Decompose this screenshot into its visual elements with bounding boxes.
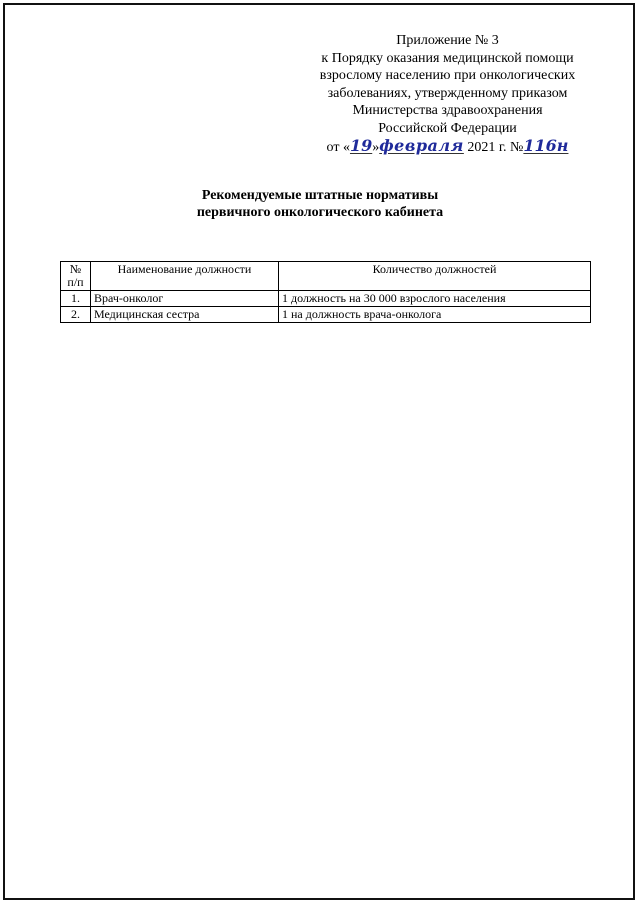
header-number <box>61 262 91 291</box>
row-number: 2. <box>61 307 91 323</box>
row-position: Врач-онколог <box>91 291 279 307</box>
appendix-header <box>290 32 605 157</box>
appendix-line-6: Российской Федерации <box>378 120 517 136</box>
order-date-line <box>290 137 605 157</box>
row-quantity: 1 должность на 30 000 взрослого населения <box>279 291 591 307</box>
appendix-number: Приложение № 3 <box>396 33 499 48</box>
header-position: Наименование должности <box>91 262 279 291</box>
row-number: 1. <box>61 291 91 307</box>
appendix-line-4: заболеваниях, утвержденному приказом <box>327 85 568 101</box>
appendix-line-2: к Порядку оказания медицинской помощи <box>321 50 574 66</box>
table-header-row <box>61 262 591 291</box>
date-year: 2021 г. № <box>463 140 524 155</box>
row-position: Медицинская сестра <box>91 307 279 323</box>
table-row <box>61 307 591 323</box>
document-title <box>0 187 640 221</box>
staffing-table <box>60 261 591 323</box>
header-number-pp: п/п <box>67 275 84 289</box>
date-prefix: от « <box>326 140 350 155</box>
table-row <box>61 291 591 307</box>
title-line-1: Рекомендуемые штатные нормативы <box>201 188 439 203</box>
appendix-line-3: взрослому населению при онкологических <box>319 68 576 83</box>
handwritten-order-number: 116н <box>523 136 569 155</box>
appendix-line-5: Министерства здравоохранения <box>352 103 543 118</box>
title-line-2: первичного онкологического кабинета <box>196 205 444 220</box>
row-quantity: 1 на должность врача-онколога <box>279 307 591 323</box>
date-quote-close: » <box>372 140 380 155</box>
handwritten-day: 19 <box>349 136 373 155</box>
handwritten-month: февраля <box>379 136 464 155</box>
header-number-sign: № <box>69 262 82 276</box>
header-quantity: Количество должностей <box>279 262 591 291</box>
